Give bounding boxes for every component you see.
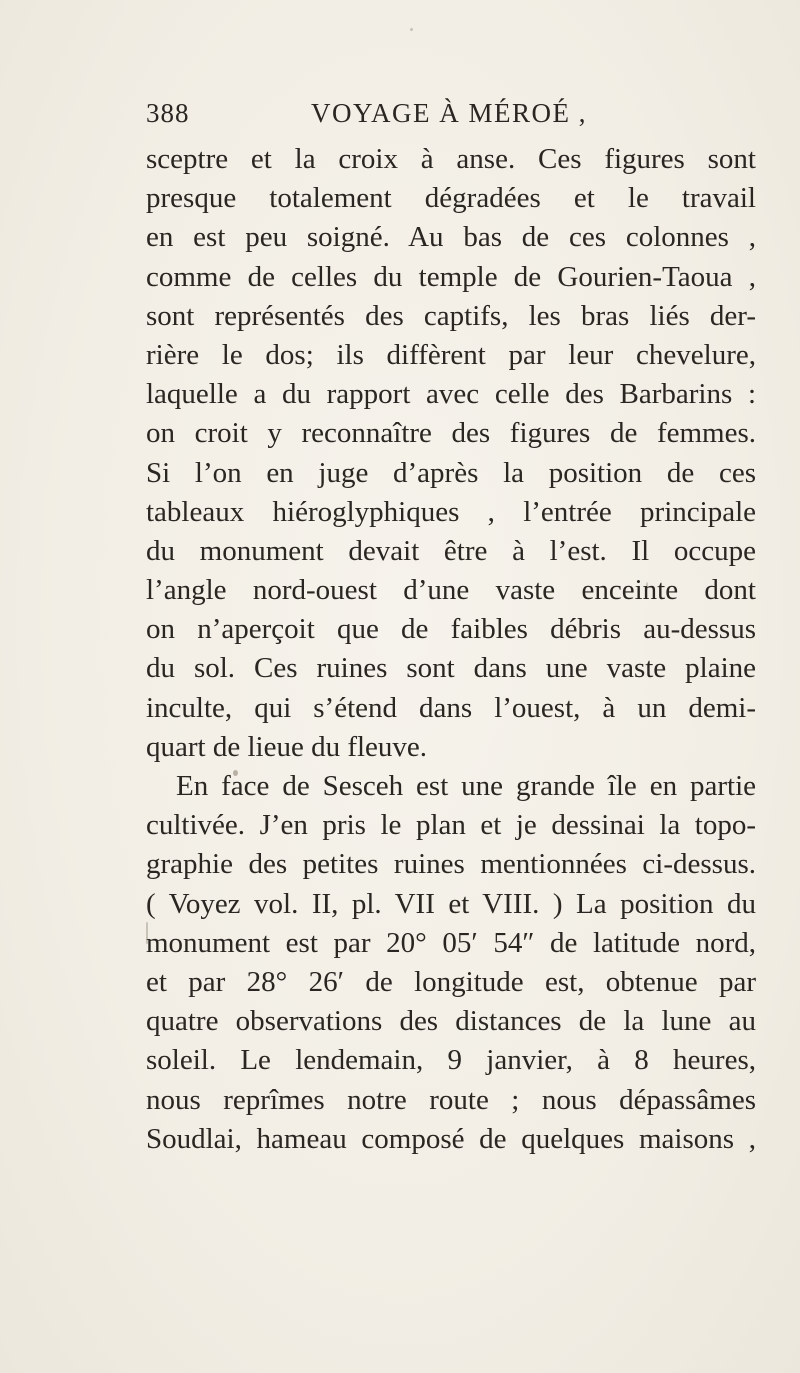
page-number: 388 <box>146 98 190 128</box>
text-line: du monument devait être à l’est. Il occupe <box>146 534 756 567</box>
text-line: cultivée. J’en pris le plan et je dessinai la topo- <box>146 809 756 842</box>
page-header <box>146 98 756 138</box>
text-line: comme de celles du temple de Gourien-Taoua , <box>146 260 756 293</box>
text-line: quatre observations des distances de la lune au <box>146 1005 756 1038</box>
text-line: sceptre et la croix à anse. Ces figures sont <box>146 143 756 175</box>
text-line: on n’aperçoit que de faibles débris au-dessus <box>146 613 756 646</box>
text-line: soleil. Le lendemain, 9 janvier, à 8 heures, <box>146 1044 756 1077</box>
paper-speck <box>410 28 413 31</box>
text-line: sont représentés des captifs, les bras liés der- <box>146 299 756 332</box>
body-text <box>146 140 756 1159</box>
text-line: tableaux hiéroglyphiques , l’entrée principale <box>146 495 756 528</box>
text-line: quart de lieue du fleuve. <box>146 730 428 763</box>
text-line: et par 28° 26′ de longitude est, obtenue par <box>146 965 756 998</box>
text-line: nous reprîmes notre route ; nous dépassâmes <box>146 1083 756 1116</box>
text-line: l’angle nord-ouest d’une vaste enceinte dont <box>146 574 756 607</box>
text-line: en est peu soigné. Au bas de ces colonnes , <box>146 221 756 254</box>
text-line: inculte, qui s’étend dans l’ouest, à un demi- <box>146 691 756 724</box>
text-line: presque totalement dégradées et le travail <box>146 182 756 215</box>
text-line: du sol. Ces ruines sont dans une vaste plaine <box>146 652 756 685</box>
text-line: Si l’on en juge d’après la position de ces <box>146 456 756 489</box>
text-line: laquelle a du rapport avec celle des Barbarins : <box>146 378 756 411</box>
text-line: monument est par 20° 05′ 54″ de latitude nord, <box>146 926 756 959</box>
text-line: Soudlai, hameau composé de quelques maisons , <box>146 1122 756 1155</box>
text-line: on croit y reconnaître des figures de femmes. <box>146 417 756 450</box>
paragraph-first-line: En face de Sesceh est une grande île en partie <box>176 770 756 802</box>
text-line: graphie des petites ruines mentionnées ci-dessus. <box>146 848 756 881</box>
text-line: ( Voyez vol. II, pl. VII et VIII. ) La position du <box>146 887 756 920</box>
running-title: VOYAGE À MÉROÉ , <box>311 98 587 128</box>
text-line: rière le dos; ils diffèrent par leur chevelure, <box>146 338 756 371</box>
